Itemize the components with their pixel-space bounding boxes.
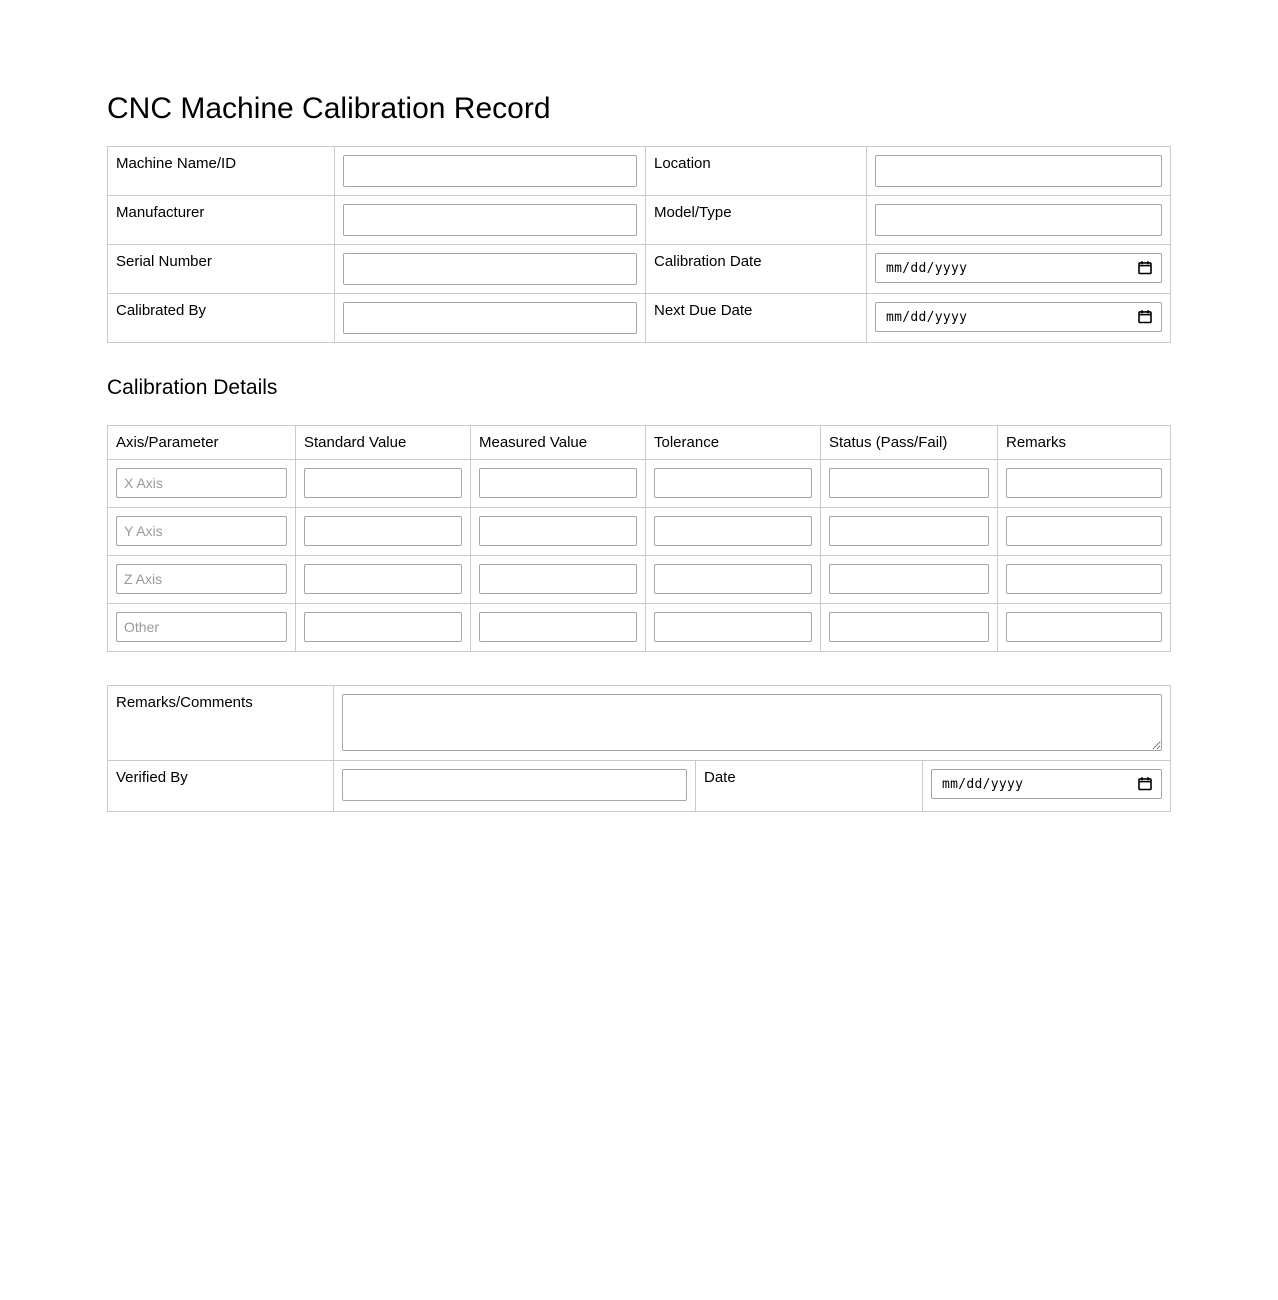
remarks-input[interactable] bbox=[1006, 564, 1162, 594]
date-placeholder-text: mm/dd/yyyy bbox=[886, 309, 968, 325]
col-header-remarks: Remarks bbox=[998, 426, 1171, 460]
manufacturer-label: Manufacturer bbox=[108, 196, 335, 245]
details-row-other bbox=[108, 604, 1171, 652]
standard-value-input[interactable] bbox=[304, 468, 462, 498]
next-due-date-label: Next Due Date bbox=[646, 294, 867, 343]
calibration-details-table bbox=[107, 425, 1171, 652]
calibrated-by-cell bbox=[335, 294, 646, 343]
tolerance-input[interactable] bbox=[654, 612, 812, 642]
machine-info-table bbox=[107, 146, 1171, 343]
axis-input[interactable] bbox=[116, 612, 287, 642]
machine-name-cell bbox=[335, 147, 646, 196]
info-row-1 bbox=[108, 147, 1171, 196]
calibration-date-input[interactable] bbox=[875, 253, 1162, 283]
axis-input[interactable] bbox=[116, 516, 287, 546]
model-type-label: Model/Type bbox=[646, 196, 867, 245]
measured-value-input[interactable] bbox=[479, 564, 637, 594]
verify-row bbox=[108, 761, 1171, 812]
tolerance-input[interactable] bbox=[654, 516, 812, 546]
verify-date-input[interactable] bbox=[931, 769, 1162, 799]
location-cell bbox=[867, 147, 1171, 196]
details-row-y-axis bbox=[108, 508, 1171, 556]
status-input[interactable] bbox=[829, 516, 989, 546]
details-header-row bbox=[108, 426, 1171, 460]
remarks-input[interactable] bbox=[1006, 468, 1162, 498]
info-row-4 bbox=[108, 294, 1171, 343]
col-header-axis: Axis/Parameter bbox=[108, 426, 296, 460]
date-placeholder-text: mm/dd/yyyy bbox=[886, 260, 968, 276]
axis-input[interactable] bbox=[116, 564, 287, 594]
calendar-icon[interactable] bbox=[1137, 309, 1153, 325]
model-type-input[interactable] bbox=[875, 204, 1162, 236]
info-row-2 bbox=[108, 196, 1171, 245]
axis-input[interactable] bbox=[116, 468, 287, 498]
calibration-date-cell bbox=[867, 245, 1171, 294]
details-row-z-axis bbox=[108, 556, 1171, 604]
machine-name-label: Machine Name/ID bbox=[108, 147, 335, 196]
verification-table bbox=[107, 685, 1171, 812]
location-input[interactable] bbox=[875, 155, 1162, 187]
standard-value-input[interactable] bbox=[304, 564, 462, 594]
remarks-comments-textarea[interactable] bbox=[342, 694, 1162, 751]
manufacturer-input[interactable] bbox=[343, 204, 637, 236]
calibrated-by-label: Calibrated By bbox=[108, 294, 335, 343]
measured-value-input[interactable] bbox=[479, 516, 637, 546]
calendar-icon[interactable] bbox=[1137, 776, 1153, 792]
info-row-3 bbox=[108, 245, 1171, 294]
col-header-tolerance: Tolerance bbox=[646, 426, 821, 460]
serial-number-input[interactable] bbox=[343, 253, 637, 285]
verify-date-cell bbox=[923, 761, 1171, 812]
calibration-record-page bbox=[107, 0, 1170, 1012]
col-header-measured: Measured Value bbox=[471, 426, 646, 460]
col-header-status: Status (Pass/Fail) bbox=[821, 426, 998, 460]
remarks-input[interactable] bbox=[1006, 612, 1162, 642]
remarks-input[interactable] bbox=[1006, 516, 1162, 546]
calibrated-by-input[interactable] bbox=[343, 302, 637, 334]
location-label: Location bbox=[646, 147, 867, 196]
calendar-icon[interactable] bbox=[1137, 260, 1153, 276]
model-type-cell bbox=[867, 196, 1171, 245]
remarks-row bbox=[108, 686, 1171, 761]
standard-value-input[interactable] bbox=[304, 516, 462, 546]
date-placeholder-text: mm/dd/yyyy bbox=[942, 776, 1024, 792]
tolerance-input[interactable] bbox=[654, 468, 812, 498]
status-input[interactable] bbox=[829, 612, 989, 642]
standard-value-input[interactable] bbox=[304, 612, 462, 642]
next-due-date-cell bbox=[867, 294, 1171, 343]
page-title: CNC Machine Calibration Record bbox=[107, 92, 551, 125]
verified-by-input[interactable] bbox=[342, 769, 687, 801]
measured-value-input[interactable] bbox=[479, 612, 637, 642]
status-input[interactable] bbox=[829, 564, 989, 594]
remarks-comments-cell bbox=[334, 686, 1171, 761]
measured-value-input[interactable] bbox=[479, 468, 637, 498]
status-input[interactable] bbox=[829, 468, 989, 498]
verified-by-label: Verified By bbox=[108, 761, 334, 812]
next-due-date-input[interactable] bbox=[875, 302, 1162, 332]
remarks-comments-label: Remarks/Comments bbox=[108, 686, 334, 761]
details-row-x-axis bbox=[108, 460, 1171, 508]
col-header-standard: Standard Value bbox=[296, 426, 471, 460]
manufacturer-cell bbox=[335, 196, 646, 245]
verified-by-cell bbox=[334, 761, 696, 812]
machine-name-input[interactable] bbox=[343, 155, 637, 187]
calibration-date-label: Calibration Date bbox=[646, 245, 867, 294]
verify-date-label: Date bbox=[696, 761, 923, 812]
calibration-details-title: Calibration Details bbox=[107, 376, 278, 399]
serial-number-cell bbox=[335, 245, 646, 294]
serial-number-label: Serial Number bbox=[108, 245, 335, 294]
tolerance-input[interactable] bbox=[654, 564, 812, 594]
